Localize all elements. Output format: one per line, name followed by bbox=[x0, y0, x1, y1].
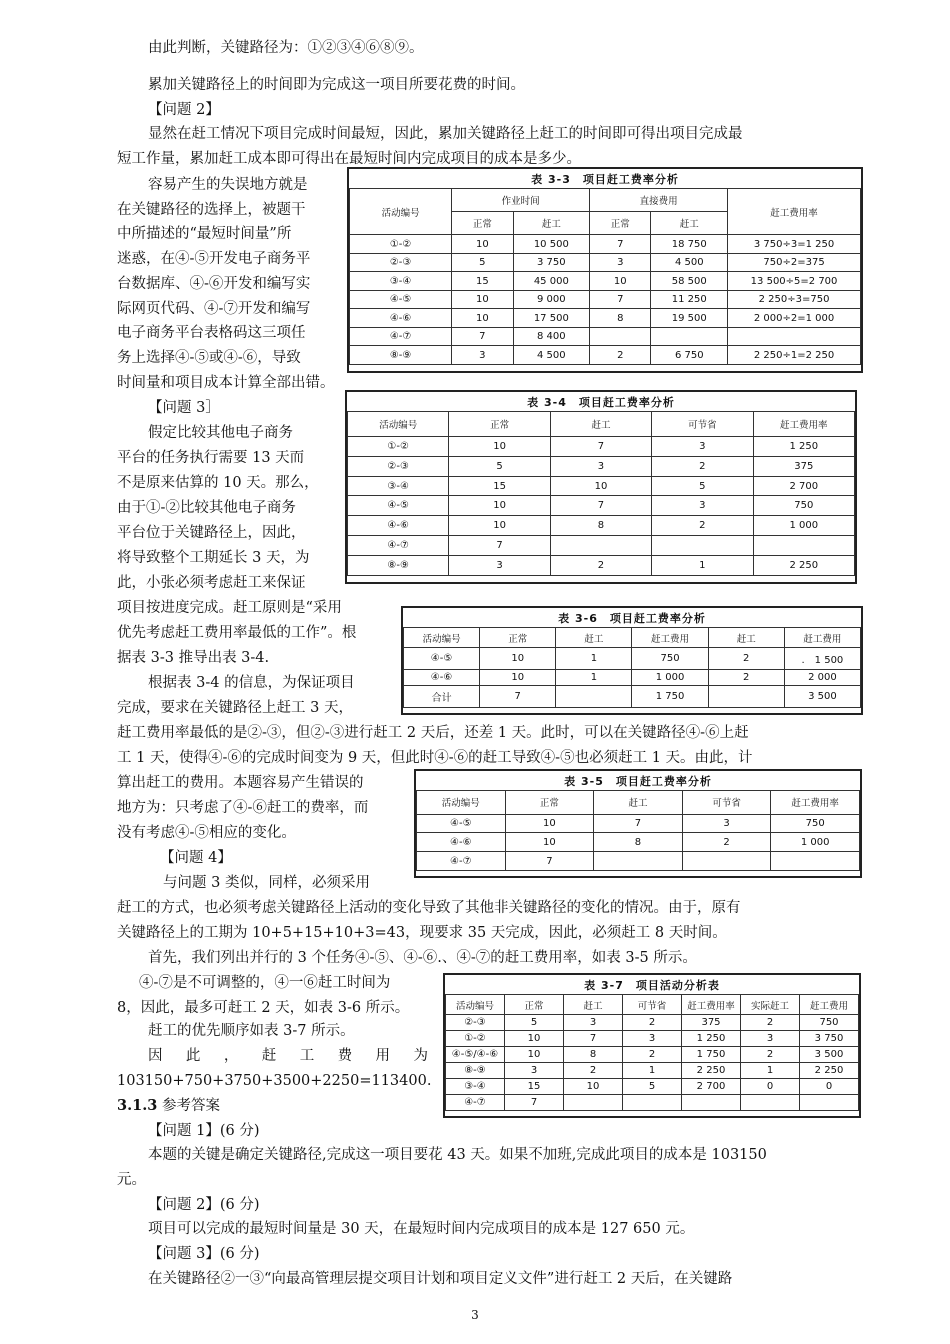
text-line: 本题的关键是确定关键路径,完成这一项目要花 43 天。如果不加班,完成此项目的成本是 103150 bbox=[148, 1147, 767, 1163]
table-cell: 2 bbox=[708, 670, 784, 686]
table-cell: ⑧-⑨ bbox=[446, 1063, 505, 1079]
table-cell: 3 bbox=[505, 1063, 564, 1079]
table-cell bbox=[623, 1095, 682, 1111]
table-header: 活动编号 bbox=[446, 995, 505, 1015]
table-cell: 10 bbox=[480, 670, 556, 686]
table-cell: 8 bbox=[590, 309, 651, 328]
text-line: 累加关键路径上的时间即为完成这一项目所要花费的时间。 bbox=[148, 77, 525, 93]
table-row bbox=[350, 327, 861, 346]
table-cell: 7 bbox=[594, 814, 683, 833]
table-row bbox=[404, 648, 861, 670]
table-cell: 3 bbox=[564, 1015, 623, 1031]
table-row bbox=[446, 1095, 859, 1111]
table-cell: 18 750 bbox=[651, 235, 728, 254]
table-cell: 4 500 bbox=[651, 253, 728, 272]
text-line: 项目可以完成的最短时间量是 30 天，在最短时间内完成项目的成本是 127 650 元。 bbox=[148, 1221, 695, 1237]
table-row bbox=[348, 456, 855, 476]
text-line: 在关键路径的选择上，被题干 bbox=[117, 202, 306, 218]
table-cell: 2 bbox=[564, 1063, 623, 1079]
table-header: 直接费用 bbox=[590, 189, 728, 212]
table-header: 可节省 bbox=[652, 412, 753, 437]
char: 为 bbox=[413, 1048, 428, 1064]
char: 工 bbox=[299, 1048, 315, 1064]
question-heading: 【问题 2】(6 分) bbox=[148, 1197, 260, 1213]
table-cell: 7 bbox=[505, 1095, 564, 1111]
table-header: 赶工费用率 bbox=[682, 995, 741, 1015]
table-header: 活动编号 bbox=[348, 412, 449, 437]
table-header: 正常 bbox=[452, 212, 513, 235]
table-header: 赶工费用 bbox=[800, 995, 859, 1015]
table-header: 赶工费用 bbox=[784, 628, 860, 648]
table-cell: 5 bbox=[449, 456, 550, 476]
question-heading: 【问题 3］ bbox=[148, 400, 220, 416]
table-header: 活动编号 bbox=[350, 189, 452, 235]
table-cell: ⑧-⑨ bbox=[348, 556, 449, 576]
table-cell: 1 000 bbox=[753, 516, 854, 536]
table-cell: 7 bbox=[550, 496, 651, 516]
table-cell: 15 bbox=[449, 476, 550, 496]
table-cell: 2 bbox=[652, 456, 753, 476]
table-cell: 10 bbox=[505, 1047, 564, 1063]
table-row bbox=[350, 309, 861, 328]
table-cell: 7 bbox=[449, 536, 550, 556]
text-line: 103150+750+3750+3500+2250=113400. bbox=[117, 1073, 432, 1089]
table-cell: 10 bbox=[449, 496, 550, 516]
table-header: 赶工 bbox=[550, 412, 651, 437]
table-row bbox=[417, 852, 860, 871]
table-row bbox=[348, 476, 855, 496]
table-cell: 3 750 bbox=[513, 253, 590, 272]
char: 费 bbox=[337, 1048, 353, 1064]
table-cell: 7 bbox=[550, 436, 651, 456]
table-cell: 6 750 bbox=[651, 346, 728, 365]
table-cell bbox=[651, 327, 728, 346]
table-cell: ①-② bbox=[348, 436, 449, 456]
table-row bbox=[348, 496, 855, 516]
table-header: 正常 bbox=[449, 412, 550, 437]
table-cell: 2 bbox=[741, 1047, 800, 1063]
table-cell: 15 bbox=[452, 272, 513, 291]
text-line: 显然在赶工情况下项目完成时间最短，因此，累加关键路径上赶工的时间即可得出项目完成最 bbox=[148, 126, 743, 142]
table-cell: ④-⑥ bbox=[404, 670, 480, 686]
table-cell: 5 bbox=[652, 476, 753, 496]
table-header: 赶工 bbox=[513, 212, 590, 235]
table-row bbox=[446, 1063, 859, 1079]
table-cell bbox=[708, 686, 784, 708]
table-cell: 2 bbox=[682, 833, 771, 852]
table-cell: 750÷2=375 bbox=[728, 253, 861, 272]
table-header: 赶工费用率 bbox=[728, 189, 861, 235]
char: 赶 bbox=[261, 1048, 277, 1064]
table-cell: 10 bbox=[480, 648, 556, 670]
text-line: 据表 3-3 推导出表 3-4. bbox=[117, 650, 270, 666]
text-line: 短工作量，累加赶工成本即可得出在最短时间内完成项目的成本是多少。 bbox=[117, 151, 581, 167]
table-cell: 10 bbox=[590, 272, 651, 291]
table-cell: 7 bbox=[564, 1031, 623, 1047]
table-cell: 1 250 bbox=[753, 436, 854, 456]
table-cell: 5 bbox=[452, 253, 513, 272]
table-cell: 1 750 bbox=[632, 686, 708, 708]
table-row bbox=[350, 290, 861, 309]
table-cell: ②-③ bbox=[348, 456, 449, 476]
table-header: 赶工 bbox=[594, 791, 683, 815]
table-cell: 10 bbox=[550, 476, 651, 496]
table-cell: 17 500 bbox=[513, 309, 590, 328]
table-caption: 表 3-7 项目活动分析表 bbox=[584, 979, 720, 992]
table-cell: ④-⑦ bbox=[348, 536, 449, 556]
table-cell bbox=[594, 852, 683, 871]
text-line: 务上选择④-⑤或④-⑥，导致 bbox=[117, 350, 301, 366]
table-row bbox=[348, 536, 855, 556]
table-cell: 2 bbox=[623, 1015, 682, 1031]
char: 此 bbox=[185, 1048, 201, 1064]
table-3-7 bbox=[443, 973, 861, 1118]
table-cell: 10 bbox=[505, 1031, 564, 1047]
table-cell: . 1 500 bbox=[784, 648, 860, 670]
table-cell: 1 000 bbox=[771, 833, 860, 852]
table-cell: 3 bbox=[682, 814, 771, 833]
table-caption: 表 3-6 项目赶工费率分析 bbox=[558, 612, 706, 625]
table-cell: 2 250 bbox=[753, 556, 854, 576]
table-cell: 10 bbox=[452, 309, 513, 328]
table-row bbox=[417, 814, 860, 833]
question-heading: 【问题 3】(6 分) bbox=[148, 1246, 260, 1262]
table-header: 赶工费用 bbox=[632, 628, 708, 648]
table-cell: 8 bbox=[550, 516, 651, 536]
table-cell: 1 bbox=[652, 556, 753, 576]
text-line: 容易产生的失误地方就是 bbox=[148, 177, 308, 193]
table-cell: 19 500 bbox=[651, 309, 728, 328]
table-cell: 2 250÷3=750 bbox=[728, 290, 861, 309]
table-cell: ④-⑦ bbox=[350, 327, 452, 346]
question-heading: 【问题 1】(6 分) bbox=[148, 1123, 260, 1139]
text-line: 8，因此，最多可赶工 2 天，如表 3-6 所示。 bbox=[117, 1000, 410, 1016]
table-cell: 2 250÷1=2 250 bbox=[728, 346, 861, 365]
table-cell: 15 bbox=[505, 1079, 564, 1095]
table-row bbox=[348, 436, 855, 456]
table-cell: ③-④ bbox=[446, 1079, 505, 1095]
text-line: 优先考虑赶工费用率最低的工作”。根 bbox=[117, 625, 357, 641]
table-cell bbox=[771, 852, 860, 871]
table-cell: 5 bbox=[623, 1079, 682, 1095]
text-line: 时间量和项目成本计算全部出错。 bbox=[117, 375, 335, 391]
table-cell: 5 bbox=[505, 1015, 564, 1031]
text-line: 赶工费用率最低的是②-③，但②-③进行赶工 2 天后，还差 1 天。此时，可以在关键路径④-⑥上赶 bbox=[117, 725, 749, 741]
table-cell: 750 bbox=[771, 814, 860, 833]
table-cell: 11 250 bbox=[651, 290, 728, 309]
text-line: 由此判断，关键路径为：①②③④⑥⑧⑨。 bbox=[148, 40, 424, 56]
table-cell: 1 750 bbox=[682, 1047, 741, 1063]
table-cell: 3 bbox=[652, 436, 753, 456]
table-cell: 7 bbox=[590, 290, 651, 309]
table-header: 作业时间 bbox=[452, 189, 590, 212]
table-3-3 bbox=[347, 167, 863, 373]
table-cell: 3 bbox=[623, 1031, 682, 1047]
table-header: 赶工 bbox=[708, 628, 784, 648]
table-cell: 3 bbox=[550, 456, 651, 476]
table-cell bbox=[652, 536, 753, 556]
table-cell: ④-⑦ bbox=[417, 852, 506, 871]
table-caption: 表 3-4 项目赶工费率分析 bbox=[527, 396, 675, 409]
table-cell: ①-② bbox=[350, 235, 452, 254]
table-cell: ①-② bbox=[446, 1031, 505, 1047]
table-row bbox=[350, 253, 861, 272]
table-cell: 10 bbox=[449, 436, 550, 456]
table-header: 赶工 bbox=[564, 995, 623, 1015]
table-cell: 2 250 bbox=[800, 1063, 859, 1079]
table-cell: 45 000 bbox=[513, 272, 590, 291]
question-heading: 【问题 4】 bbox=[160, 850, 232, 866]
section-number: 3.1.3 bbox=[117, 1097, 158, 1114]
table-cell: 1 250 bbox=[682, 1031, 741, 1047]
table-cell bbox=[682, 852, 771, 871]
table-header: 可节省 bbox=[623, 995, 682, 1015]
table-cell: 58 500 bbox=[651, 272, 728, 291]
table-row bbox=[417, 833, 860, 852]
table-row bbox=[348, 556, 855, 576]
table-cell: 7 bbox=[480, 686, 556, 708]
table-cell: 7 bbox=[452, 327, 513, 346]
table-cell: ④-⑥ bbox=[350, 309, 452, 328]
text-line: 算出赶工的费用。本题容易产生错误的 bbox=[117, 775, 364, 791]
text-line: 工 1 天，使得④-⑥的完成时间变为 9 天，但此时④-⑥的赶工导致④-⑤也必须赶工 1 天。由此，计 bbox=[117, 750, 753, 766]
table-cell: 4 500 bbox=[513, 346, 590, 365]
text-line: 平台位于关键路径上，因此， bbox=[117, 525, 306, 541]
table-cell: ④-⑤ bbox=[350, 290, 452, 309]
text-line: 关键路径上的工期为 10+5+15+10+3=43，现要求 35 天完成，因此，必须赶工 8 天时间。 bbox=[117, 925, 727, 941]
text-line: 首先，我们列出并行的 3 个任务④-⑤、④-⑥.、④-⑦的赶工费用率，如表 3-5 所示。 bbox=[148, 950, 697, 966]
table-cell bbox=[564, 1095, 623, 1111]
table-cell: 2 700 bbox=[753, 476, 854, 496]
table-row bbox=[446, 1047, 859, 1063]
text-line: 际网页代码、④-⑦开发和编写 bbox=[117, 301, 311, 317]
text-line: 中所描述的“最短时间量”所 bbox=[117, 226, 292, 242]
table-cell: 1 bbox=[741, 1063, 800, 1079]
text-line: 地方为：只考虑了④-⑥赶工的费率，而 bbox=[117, 800, 369, 816]
table-cell: 3 500 bbox=[784, 686, 860, 708]
table-cell: 0 bbox=[800, 1079, 859, 1095]
text-line: 不是原来估算的 10 天。那么， bbox=[117, 475, 319, 491]
table-cell: 10 500 bbox=[513, 235, 590, 254]
table-header: 赶工 bbox=[651, 212, 728, 235]
table-cell: 1 bbox=[623, 1063, 682, 1079]
text-line: 电子商务平台表格码这三项任 bbox=[117, 325, 306, 341]
table-cell: 8 bbox=[564, 1047, 623, 1063]
table-cell: ③-④ bbox=[350, 272, 452, 291]
table-cell bbox=[728, 327, 861, 346]
table-header-row bbox=[404, 628, 861, 648]
table-cell bbox=[550, 536, 651, 556]
table-cell: 3 500 bbox=[800, 1047, 859, 1063]
table-header: 正常 bbox=[505, 791, 594, 815]
table-cell: 8 bbox=[594, 833, 683, 852]
table-cell bbox=[682, 1095, 741, 1111]
table-caption: 表 3-3 项目赶工费率分析 bbox=[531, 173, 679, 186]
table-cell: 2 bbox=[550, 556, 651, 576]
section-heading bbox=[117, 1097, 220, 1115]
table-cell: 3 bbox=[741, 1031, 800, 1047]
question-heading: 【问题 2】 bbox=[148, 102, 220, 118]
table-cell: 750 bbox=[753, 496, 854, 516]
table-cell: 7 bbox=[505, 852, 594, 871]
table-header: 活动编号 bbox=[404, 628, 480, 648]
table-cell: 375 bbox=[753, 456, 854, 476]
table-cell: 1 bbox=[556, 670, 632, 686]
table-row bbox=[350, 346, 861, 365]
table-cell: 0 bbox=[741, 1079, 800, 1095]
table-header: 赶工费用率 bbox=[771, 791, 860, 815]
table-3-6 bbox=[401, 606, 863, 715]
text-line: 赶工的方式，也必须考虑关键路径上活动的变化导致了其他非关键路径的变化的情况。由于，原有 bbox=[117, 900, 741, 916]
text-line: 根据表 3-4 的信息，为保证项目 bbox=[148, 675, 355, 691]
text-line: 迷惑，在④-⑤开发电子商务平 bbox=[117, 251, 311, 267]
table-cell: 3 bbox=[452, 346, 513, 365]
table-cell: 10 bbox=[505, 833, 594, 852]
text-line: 台数据库、④-⑥开发和编写实 bbox=[117, 276, 311, 292]
text-line: 此，小张必须考虑赶工来保证 bbox=[117, 575, 306, 591]
page-number: 3 bbox=[471, 1308, 479, 1322]
text-line: 假定比较其他电子商务 bbox=[148, 425, 293, 441]
table-cell: 3 750 bbox=[800, 1031, 859, 1047]
table-cell: 9 000 bbox=[513, 290, 590, 309]
table-cell: ②-③ bbox=[446, 1015, 505, 1031]
table-cell: 2 bbox=[708, 648, 784, 670]
table-3-4 bbox=[345, 390, 857, 584]
table-3-5 bbox=[414, 769, 862, 878]
table-cell: ④-⑤ bbox=[348, 496, 449, 516]
char: ， bbox=[223, 1048, 239, 1064]
table-cell: ④-⑥ bbox=[348, 516, 449, 536]
table-cell: 3 bbox=[652, 496, 753, 516]
table-cell: 7 bbox=[590, 235, 651, 254]
table-cell: 375 bbox=[682, 1015, 741, 1031]
text-line: 在关键路径②一③“向最高管理层提交项目计划和项目定义文件”进行赶工 2 天后，在关键路 bbox=[148, 1271, 733, 1287]
table-cell: 10 bbox=[452, 235, 513, 254]
table-cell: ④-⑤ bbox=[404, 648, 480, 670]
table-cell: 13 500÷5=2 700 bbox=[728, 272, 861, 291]
section-title: 参考答案 bbox=[157, 1098, 220, 1114]
table-cell: 10 bbox=[505, 814, 594, 833]
table-cell: ⑧-⑨ bbox=[350, 346, 452, 365]
table-cell: 3 bbox=[449, 556, 550, 576]
table-cell: 2 bbox=[741, 1015, 800, 1031]
text-line: 平台的任务执行需要 13 天而 bbox=[117, 450, 305, 466]
table-row bbox=[404, 670, 861, 686]
table-header: 正常 bbox=[505, 995, 564, 1015]
table-row bbox=[446, 1015, 859, 1031]
justified-line bbox=[148, 1047, 428, 1065]
table-cell: 750 bbox=[800, 1015, 859, 1031]
table-cell: 2 bbox=[652, 516, 753, 536]
table-row bbox=[446, 1079, 859, 1095]
text-line: 没有考虑④-⑤相应的变化。 bbox=[117, 825, 296, 841]
char: 因 bbox=[148, 1048, 163, 1064]
table-header: 实际赶工 bbox=[741, 995, 800, 1015]
table-header-row bbox=[417, 791, 860, 815]
table-caption: 表 3-5 项目赶工费率分析 bbox=[564, 775, 712, 788]
table-cell: 2 250 bbox=[682, 1063, 741, 1079]
table-cell: 8 400 bbox=[513, 327, 590, 346]
table-cell: 2 bbox=[623, 1047, 682, 1063]
table-cell bbox=[741, 1095, 800, 1111]
table-cell: 10 bbox=[449, 516, 550, 536]
text-line: 将导致整个工期延长 3 天，为 bbox=[117, 550, 310, 566]
table-header: 正常 bbox=[590, 212, 651, 235]
table-cell bbox=[590, 327, 651, 346]
table-cell bbox=[556, 686, 632, 708]
table-header: 可节省 bbox=[682, 791, 771, 815]
table-row bbox=[404, 686, 861, 708]
text-line: 赶工的优先顺序如表 3-7 所示。 bbox=[148, 1023, 355, 1039]
table-cell: 2 000 bbox=[784, 670, 860, 686]
table-cell: 1 bbox=[556, 648, 632, 670]
table-header: 活动编号 bbox=[417, 791, 506, 815]
table-header-row bbox=[446, 995, 859, 1015]
table-header: 正常 bbox=[480, 628, 556, 648]
text-line: 与问题 3 类似，同样，必须采用 bbox=[163, 875, 370, 891]
table-cell: 2 bbox=[590, 346, 651, 365]
table-cell: 1 000 bbox=[632, 670, 708, 686]
table-cell: 2 000÷2=1 000 bbox=[728, 309, 861, 328]
table-cell: ④-⑤/④-⑥ bbox=[446, 1047, 505, 1063]
table-cell: 2 700 bbox=[682, 1079, 741, 1095]
table-cell: ④-⑤ bbox=[417, 814, 506, 833]
table-cell bbox=[753, 536, 854, 556]
table-cell: 750 bbox=[632, 648, 708, 670]
table-cell: 3 bbox=[590, 253, 651, 272]
table-row bbox=[446, 1031, 859, 1047]
text-line: ④-⑦是不可调整的，④一⑥赶工时间为 bbox=[139, 975, 391, 991]
table-row bbox=[350, 235, 861, 254]
text-line: 由于①-②比较其他电子商务 bbox=[117, 500, 296, 516]
table-cell: ④-⑦ bbox=[446, 1095, 505, 1111]
table-cell: ②-③ bbox=[350, 253, 452, 272]
table-cell: 3 750÷3=1 250 bbox=[728, 235, 861, 254]
char: 用 bbox=[375, 1048, 391, 1064]
table-cell: 10 bbox=[564, 1079, 623, 1095]
table-cell: 10 bbox=[452, 290, 513, 309]
table-header-row bbox=[348, 412, 855, 437]
table-cell: ④-⑥ bbox=[417, 833, 506, 852]
text-line: 项目按进度完成。赶工原则是“采用 bbox=[117, 600, 342, 616]
table-row bbox=[350, 272, 861, 291]
text-line: 完成，要求在关键路径上赶工 3 天， bbox=[117, 700, 353, 716]
table-cell: 合计 bbox=[404, 686, 480, 708]
table-header: 赶工 bbox=[556, 628, 632, 648]
table-row bbox=[348, 516, 855, 536]
table-header: 赶工费用率 bbox=[753, 412, 854, 437]
text-line: 元。 bbox=[117, 1172, 146, 1188]
table-cell: ③-④ bbox=[348, 476, 449, 496]
table-cell bbox=[800, 1095, 859, 1111]
